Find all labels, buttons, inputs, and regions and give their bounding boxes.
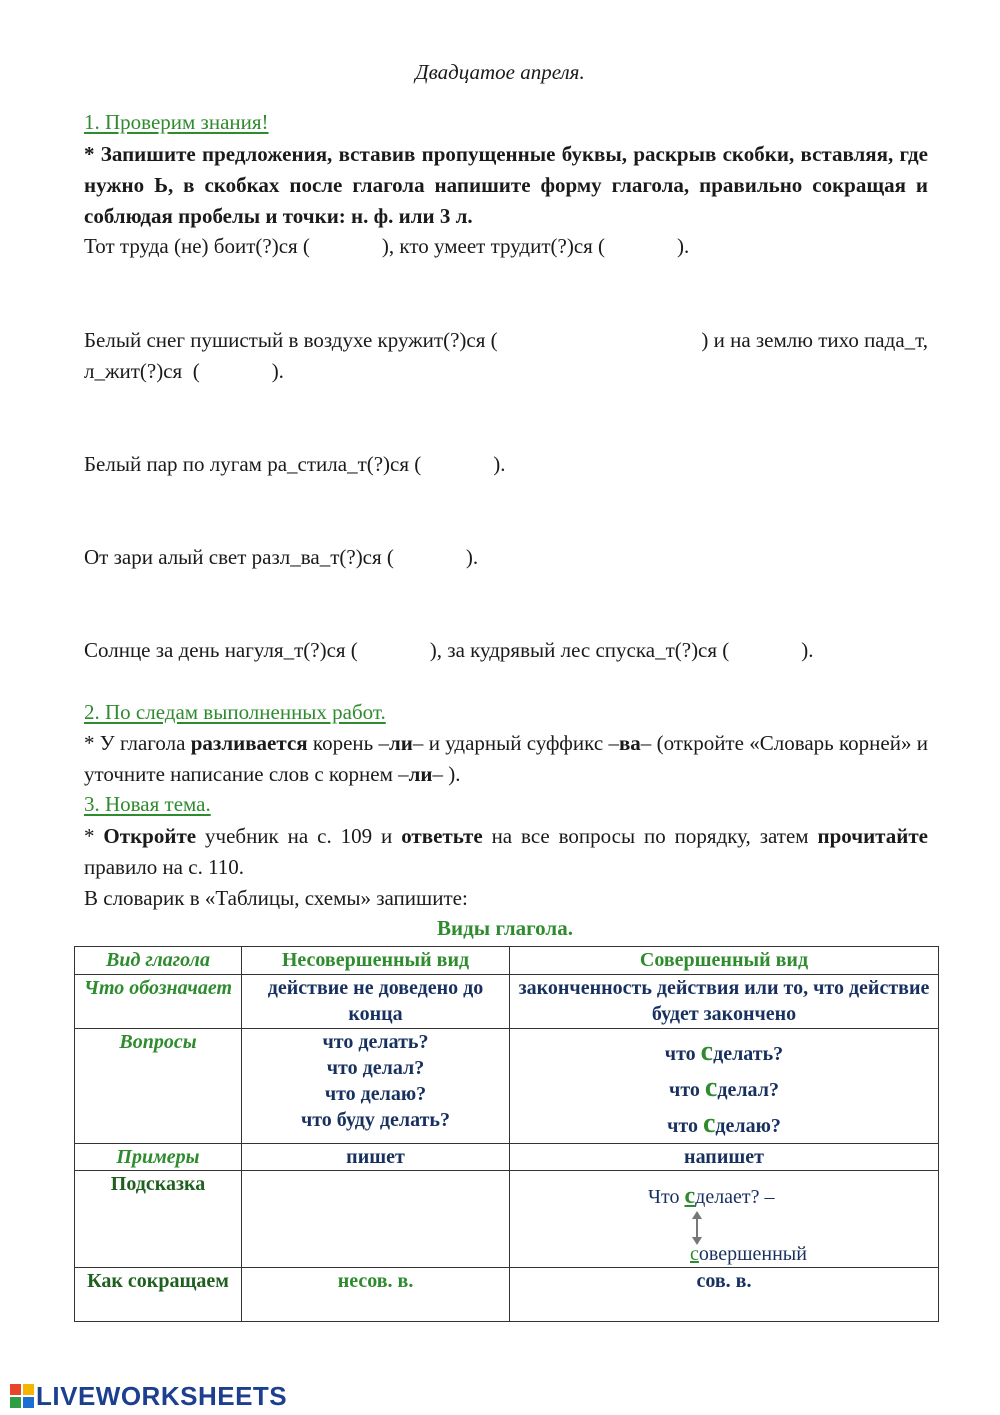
abbr-perfective: сов. в.	[510, 1268, 939, 1322]
hint-perfective	[510, 1171, 939, 1268]
sentence-2-line-1: Белый снег пушистый в воздухе кружит(?)ся ( ) и на землю тихо пада_т,	[84, 328, 928, 352]
question-item: что буду делать?	[300, 1109, 451, 1131]
sentence-2-line-2: л_жит(?)ся ( ).	[84, 359, 284, 383]
section1-instruction: * Запишите предложения, вставив пропущенные буквы, раскрыв скобки, вставляя, где нужно Ь, в скобках после глагола напишите форму глагола, правильно сокращая и соблюдая пробелы и точки: н. ф. или 3 л.	[84, 142, 928, 228]
section2-heading: 2. По следам выполненных работ.	[84, 700, 386, 724]
examples-label: Примеры	[75, 1144, 242, 1171]
meaning-perfective: законченность действия или то, что действие будет закончено	[510, 975, 939, 1029]
section3-note: В словарик в «Таблицы, схемы» запишите:	[84, 886, 468, 910]
sentence-5: Солнце за день нагуля_т(?)ся ( ), за кудрявый лес спуска_т(?)ся ( ).	[84, 638, 814, 662]
questions-row	[75, 1029, 939, 1144]
hint-row	[75, 1171, 939, 1268]
header-imperfective: Несовершенный вид	[242, 947, 510, 975]
liveworksheets-logo	[10, 1380, 287, 1412]
examples-row	[75, 1144, 939, 1171]
table-title: Виды глагола.	[437, 916, 573, 940]
hint-label: Подсказка	[75, 1171, 242, 1268]
questions-label: Вопросы	[75, 1029, 242, 1144]
abbreviation-label: Как сокращаем	[75, 1268, 242, 1322]
abbr-imperfective: несов. в.	[242, 1268, 510, 1322]
question-item: что сделаю?	[667, 1108, 781, 1139]
question-item: что делаю?	[324, 1083, 427, 1105]
meaning-imperfective: действие не доведено до конца	[242, 975, 510, 1029]
section3-heading: 3. Новая тема.	[84, 792, 211, 816]
example-imperfective: пишет	[242, 1144, 510, 1171]
abbreviation-row	[75, 1268, 939, 1322]
hint-imperfective-empty	[242, 1171, 510, 1268]
question-item: что делал?	[326, 1057, 425, 1079]
table-header-row	[75, 947, 939, 975]
section3-text: * Откройте учебник на с. 109 и ответьте на все вопросы по порядку, затем прочитайте правило на с. 110.	[84, 824, 928, 879]
hint-answer: совершенный	[690, 1243, 807, 1265]
header-aspect: Вид глагола	[75, 947, 242, 975]
header-perfective: Совершенный вид	[510, 947, 939, 975]
example-perfective: напишет	[510, 1144, 939, 1171]
sentence-1: Тот труда (не) боит(?)ся ( ), кто умеет трудит(?)ся ( ).	[84, 234, 690, 258]
question-item: что сделать?	[664, 1036, 784, 1067]
questions-perfective	[510, 1029, 939, 1144]
meaning-label: Что обозначает	[75, 975, 242, 1029]
meaning-row	[75, 975, 939, 1029]
double-arrow-icon	[691, 1211, 703, 1245]
section1-heading: 1. Проверим знания!	[84, 110, 269, 134]
page-title: Двадцатое апреля.	[415, 60, 585, 84]
hint-question: Что сделает? –	[648, 1183, 775, 1209]
questions-imperfective	[242, 1029, 510, 1144]
section2-text: * У глагола разливается корень –ли– и ударный суффикс –ва– (откройте «Словарь корней» и уточните написание слов с корнем –ли– ).	[84, 731, 929, 786]
logo-icon	[10, 1384, 34, 1408]
verb-aspects-table	[74, 946, 939, 1322]
question-item: что сделал?	[669, 1072, 779, 1103]
question-item: что делать?	[322, 1031, 429, 1053]
logo-text: LIVEWORKSHEETS	[36, 1380, 288, 1411]
sentence-4: От зари алый свет разл_ва_т(?)ся ( ).	[84, 545, 479, 569]
sentence-3: Белый пар по лугам ра_стила_т(?)ся ( ).	[84, 452, 506, 476]
